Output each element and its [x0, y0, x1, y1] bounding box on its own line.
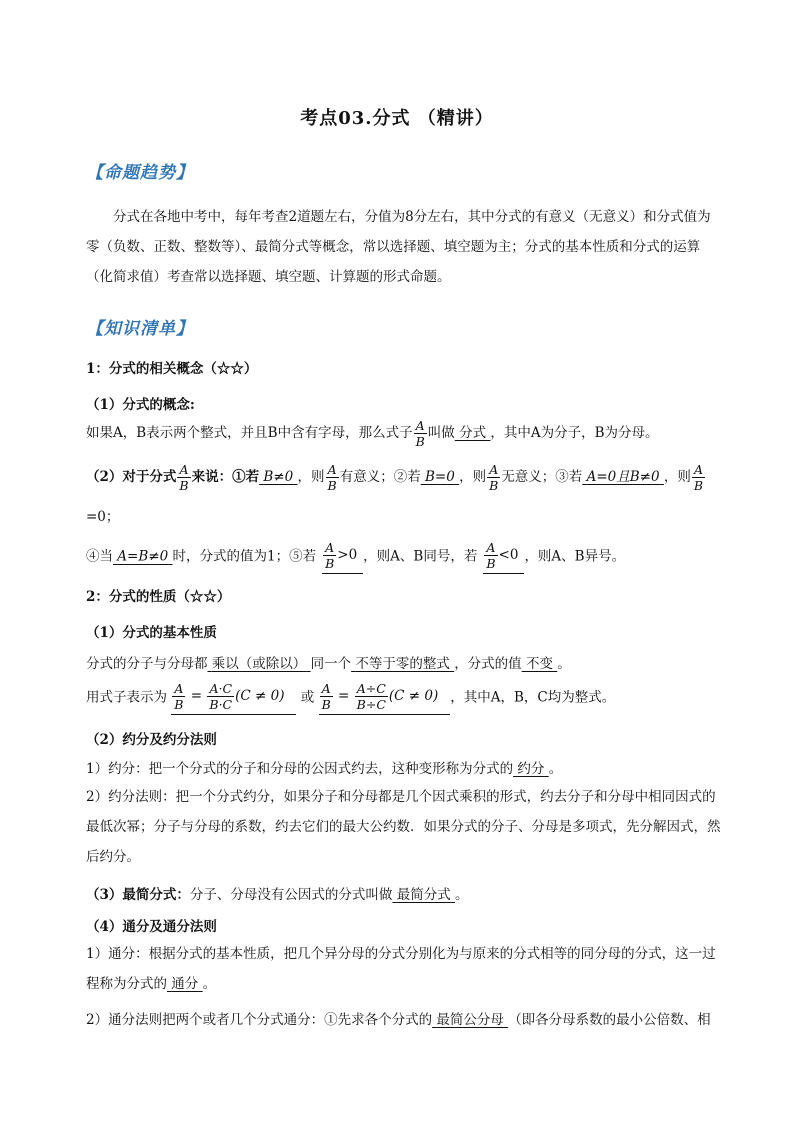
s2-title: 2：分式的性质（☆☆）	[86, 589, 231, 605]
s2-4-title: （4）通分及通分法则	[86, 919, 217, 935]
s1-2-line: （2）对于分式 $\frac{A}{B}$ 来说：①若 B≠0 ，则 $\frac{A}{B}$ 有意义；②若 B=0 ，则 $\frac{A}{B}$ 无意义；③若 A=0且B≠0 ，则 $\frac{A}{B}$	[86, 462, 704, 493]
fraction-a-over-b: $\frac{A}{B}$	[179, 462, 189, 493]
s1-title: 1：分式的相关概念（☆☆）	[86, 361, 258, 377]
s1-2-line-cont: =0；	[86, 509, 120, 525]
s2-1-line: 分式的分子与分母都 乘以（或除以） 同一个 不等于零的整式 ，分式的值 不变 。	[86, 656, 571, 672]
answer-opposite-sign: $\frac{A}{B}$ <0	[483, 540, 524, 574]
formula-multiply: $\frac{A}{B}$ = $\frac{A\cdot C}{B\cdot C}$ (C ≠ 0)	[171, 681, 296, 715]
s2-1-formula-line: 用式子表示为 $\frac{A}{B}$ = $\frac{A\cdot C}{B\cdot C}$ (C ≠ 0) 或 $\frac{A}{B}$ = $\frac{A\div C}{B\div C}$ (C ≠ 0) ，其中A，B，C均为整式。	[86, 681, 726, 715]
fraction-a-over-b: $\frac{A}{B}$	[415, 418, 425, 449]
section-heading-trend: 【命题趋势】	[86, 163, 194, 183]
page-title: 考点03.分式 （精讲）	[300, 108, 494, 129]
answer-lcd: 最简公分母	[436, 1012, 504, 1028]
answer-common-denominator: 通分	[171, 976, 199, 992]
trend-paragraph: 分式在各地中考中，每年考查2道题左右，分值为8分左右，其中分式的有意义（无意义）和分式值为零（负数、正数、整数等）、最简分式等概念，常以选择题、填空题为主；分式的基本性质和分式的运算（化简求值）考查常以选择题、填空题、计算题的形式命题。	[86, 209, 711, 285]
s2-2-title: （2）约分及约分法则	[86, 732, 217, 748]
s2-2-rule-paragraph: 2）约分法则：把一个分式约分，如果分子和分母都是几个因式乘积的形式，约去分子和分母中相同因式的最低次幂；分子与分母的系数，约去它们的最大公约数．如果分式的分子、分母是多项式，先分解因式，然后约分。	[86, 789, 721, 865]
answer-unchanged: 不变	[525, 656, 553, 672]
s2-4-line-2: 2）通分法则把两个或者几个分式通分：①先求各个分式的 最简公分母 （即各分母系数的最小公倍数、相	[86, 1012, 711, 1028]
answer-condition-2: B=0	[425, 469, 455, 485]
fraction-a-over-b: $\frac{A}{B}$	[489, 462, 499, 493]
answer-reduce: 约分	[517, 761, 545, 777]
s2-2-line-1: 1）约分：把一个分式的分子和分母的公因式约去，这种变形称为分式的 约分 。	[86, 761, 563, 777]
answer-multiply-divide: 乘以（或除以）	[211, 656, 307, 672]
s2-1-title: （1）分式的基本性质	[86, 625, 217, 641]
s1-2-line-2: ④当 A=B≠0 时，分式的值为1；⑤若 $\frac{A}{B}$ >0 ，则A、B同号，若 $\frac{A}{B}$ <0 ，则A、B异号。	[86, 540, 726, 574]
s2-3-line: （3）最简分式：分子、分母没有公因式的分式叫做 最简分式 。	[86, 887, 469, 903]
answer-nonzero-polynomial: 不等于零的整式	[355, 656, 450, 672]
s1-1-line: 如果A，B表示两个整式，并且B中含有字母，那么式子 $\frac{A}{B}$ 叫做 分式 ，其中A为分子，B为分母。	[86, 418, 659, 449]
fraction-a-over-b: $\frac{A}{B}$	[327, 462, 337, 493]
section-heading-knowledge: 【知识清单】	[86, 319, 194, 339]
fraction-a-over-b: $\frac{A}{B}$	[693, 462, 704, 493]
formula-divide: $\frac{A}{B}$ = $\frac{A\div C}{B\div C}$ (C ≠ 0)	[319, 681, 451, 715]
answer-fraction: 分式	[459, 425, 487, 441]
answer-simplest-fraction: 最简分式	[396, 887, 451, 903]
answer-same-sign: $\frac{A}{B}$ >0	[322, 540, 363, 574]
answer-condition-3: A=0且B≠0	[586, 469, 660, 485]
s1-1-title: （1）分式的概念:	[86, 397, 195, 413]
answer-condition-1: B≠0	[263, 469, 294, 485]
s2-4-paragraph-1: 1）通分：根据分式的基本性质，把几个异分母的分式分别化为与原来的分式相等的同分母的分式，这一过程称为分式的 通分 。	[86, 946, 716, 992]
answer-condition-4: A=B≠0	[117, 548, 169, 565]
